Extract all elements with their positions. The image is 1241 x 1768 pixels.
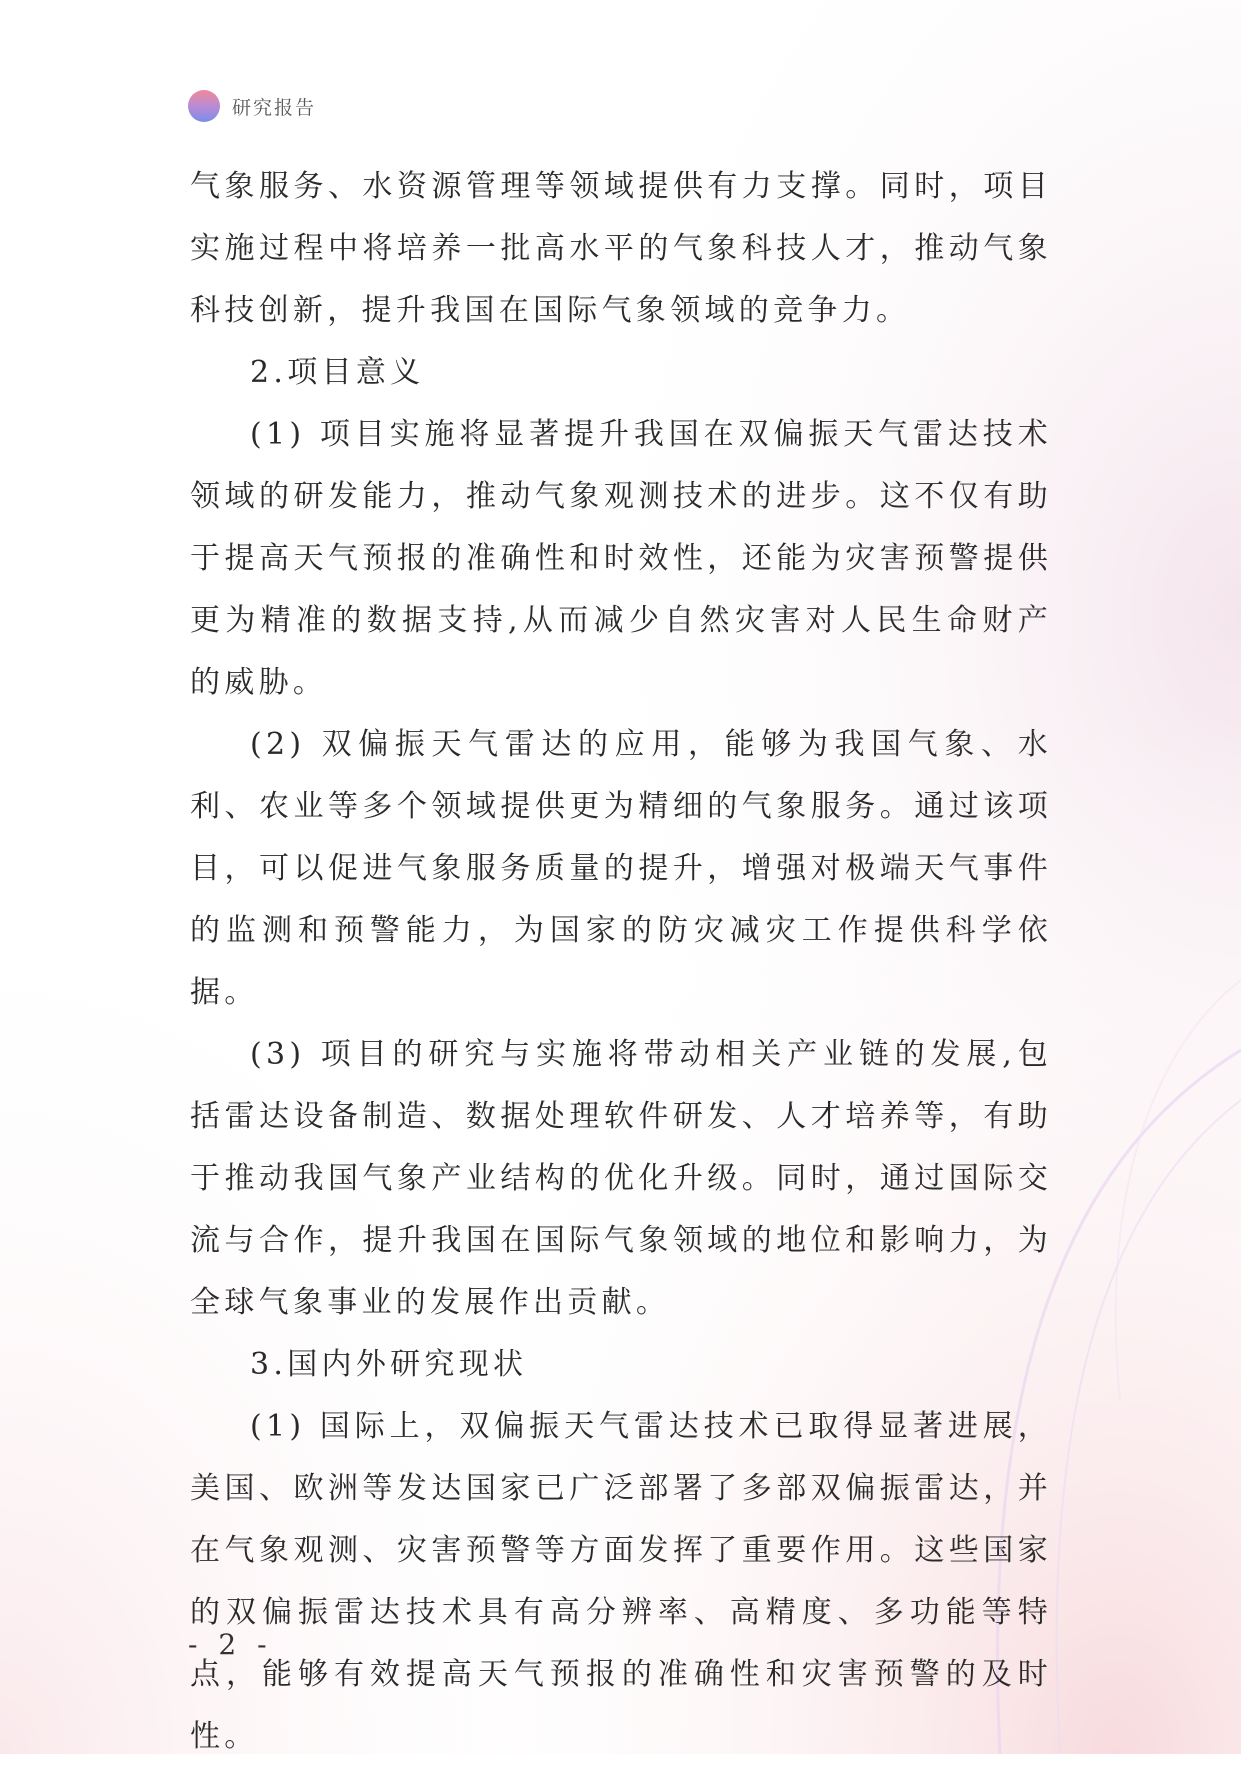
section-heading-research-status: 3.国内外研究现状: [250, 1347, 528, 1382]
paragraph-significance-2: (2) 双偏振天气雷达的应用，能够为我国气象、水利、农业等多个领域提供更为精细的气象服务。通过该项目，可以促进气象服务质量的提升，增强对极端天气事件的监测和预警能力，为国家的防灾减灾工作提供科学依据。: [190, 727, 1052, 1010]
document-body: [190, 156, 1052, 1768]
section-heading-significance: 2.项目意义: [250, 355, 425, 390]
paragraph-research-status-1: (1) 国际上，双偏振天气雷达技术已取得显著进展，美国、欧洲等发达国家已广泛部署了多部双偏振雷达，并在气象观测、灾害预警等方面发挥了重要作用。这些国家的双偏振雷达技术具有高分辨率、高精度、多功能等特点，能够有效提高天气预报的准确性和灾害预警的及时性。: [190, 1409, 1052, 1754]
paragraph-continuation: 气象服务、水资源管理等领域提供有力支撑。同时，项目实施过程中将培养一批高水平的气象科技人才，推动气象科技创新，提升我国在国际气象领域的竞争力。: [190, 169, 1052, 328]
paragraph-significance-3: (3) 项目的研究与实施将带动相关产业链的发展,包括雷达设备制造、数据处理软件研发、人才培养等，有助于推动我国气象产业结构的优化升级。同时，通过国际交流与合作，提升我国在国际气象领域的地位和影响力，为全球气象事业的发展作出贡献。: [190, 1037, 1052, 1320]
logo-icon: [188, 90, 220, 122]
header-title: 研究报告: [232, 96, 317, 119]
paragraph-significance-1: (1) 项目实施将显著提升我国在双偏振天气雷达技术领域的研发能力，推动气象观测技术的进步。这不仅有助于提高天气预报的准确性和时效性，还能为灾害预警提供更为精准的数据支持,从而减少自然灾害对人民生命财产的威胁。: [190, 417, 1052, 700]
page-header: [188, 90, 316, 122]
page-number: - 2 -: [188, 1628, 273, 1661]
